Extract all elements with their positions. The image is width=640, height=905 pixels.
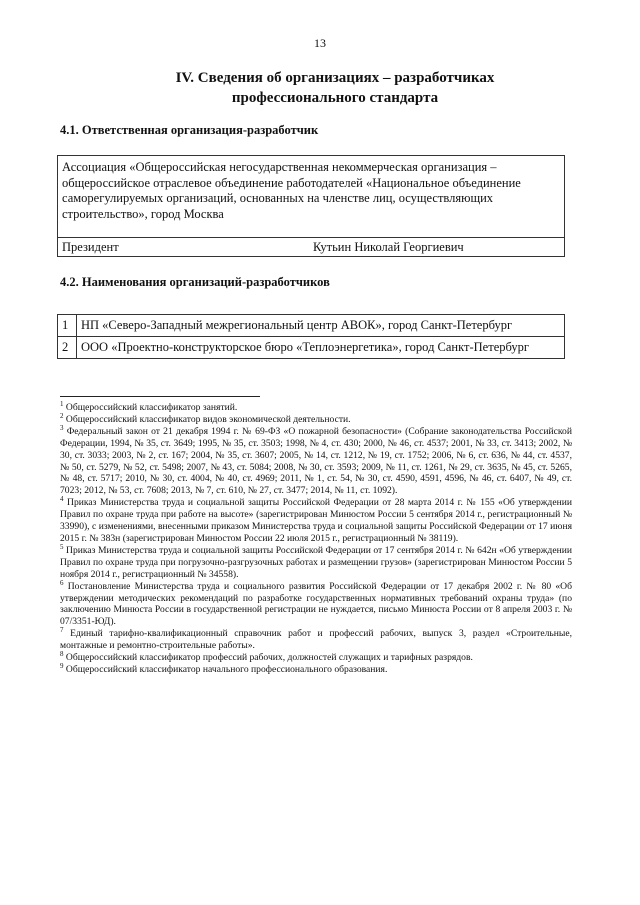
responsible-org-name: Ассоциация «Общероссийская негосударственная некоммерческая организация – общероссийское отраслевое объединение работодателей «Национальное объединение саморегулируемых организаций, основанных на членстве лиц, осуществляющих строительство», город Москва (62, 160, 521, 221)
footnote-mark: 3 (60, 423, 64, 432)
section-title-line1: IV. Сведения об организациях – разработчиках (175, 70, 495, 86)
footnote (60, 578, 572, 629)
footnote-mark: 2 (60, 411, 64, 420)
section-title (120, 68, 550, 108)
developer-orgs-table (57, 314, 565, 359)
table-row (58, 337, 565, 359)
footnote-text: Общероссийский классификатор профессий рабочих, должностей служащих и тарифных разрядов. (65, 652, 473, 664)
footnote-rule (60, 396, 260, 397)
footnote (60, 423, 572, 497)
footnote (60, 649, 572, 664)
section-title-line2: профессионального стандарта (231, 90, 439, 106)
responsible-org-person: Кутьин Николай Георгиевич (313, 240, 464, 254)
footnote-text: Общероссийский классификатор начального профессионального образования. (65, 663, 388, 675)
footnote (60, 628, 572, 652)
subheading-responsible-org: 4.1. Ответственная организация-разработчик (60, 123, 319, 137)
footnote-mark: 7 (60, 626, 64, 635)
row-org-name: НП «Северо-Западный межрегиональный центр АВОК», город Санкт-Петербург (77, 315, 565, 337)
footnote-mark: 4 (60, 495, 64, 504)
footnote (60, 399, 572, 414)
responsible-org-divider (58, 237, 564, 238)
footnote-mark: 5 (60, 542, 64, 551)
footnote-text: Приказ Министерства труда и социальной защиты Российской Федерации от 28 марта 2014 г. № 155 «Об утверждении Правил по охране труда при работе на высоте» (зарегистрирован Минюстом России 5 сентября 2014 г., регистрационный № 33990), с изменениями, внесенными приказом Министерства труда и социальной защиты Российской Федерации от 17 июня 2015 г. № 383н (зарегистрирован Минюстом России 22 июля 2015 г., регистрационный № 38119). (60, 497, 572, 544)
footnote-text: Общероссийский классификатор занятий. (65, 402, 238, 413)
footnote-mark: 6 (60, 578, 64, 587)
responsible-org-box (57, 155, 565, 257)
footnote (60, 497, 572, 545)
row-number: 2 (58, 337, 77, 359)
footnote-mark: 9 (60, 661, 64, 670)
footnote-text: Приказ Министерства труда и социальной защиты Российской Федерации от 17 сентября 2014 г. № 642н «Об утверждении Правил по охране труда при погрузочно-разгрузочных работах и размещении грузов» (зарегистрирован Минюстом России 5 ноября 2014 г., регистрационный № 34558). (60, 544, 572, 580)
row-org-name: ООО «Проектно-конструкторское бюро «Теплоэнергетика», город Санкт-Петербург (77, 337, 565, 359)
table-row (58, 315, 565, 337)
responsible-org-role: Президент (62, 240, 119, 254)
footnote-text: Федеральный закон от 21 декабря 1994 г. № 69-ФЗ «О пожарной безопасности» (Собрание законодательства Российской Федерации, 1994, № 35, ст. 3649; 1995, № 35, ст. 3503; 1998, № 4, ст. 430; 2000, № 46, ст. 4537; 2001, № 33, ст. 3413; 2002, № 30, ст. 3033; 2003, № 2, ст. 167; 2004, № 35, ст. 3607; 2005, № 14, ст. 1212, № 19, ст. 1752; 2006, № 6, ст. 636, № 44, ст. 4537, № 50, ст. 5279, № 52, ст. 5498; 2007, № 43, ст. 5084; 2008, № 30, ст. 3593; 2009, № 11, ст. 1261, № 29, ст. 3635, № 45, ст. 5265, № 48, ст. 5717; 2010, № 30, ст. 4004, № 40, ст. 4969; 2011, № 1, ст. 54, № 30, ст. 4590, 4591, 4596, № 46, ст. 6407, № 49, ст. 7023; 2012, № 53, ст. 7608; 2013, № 7, ст. 610, № 27, ст. 3477; 2014, № 11, ст. 1092). (60, 425, 572, 497)
footnotes (60, 399, 572, 676)
page-number: 13 (314, 36, 326, 50)
footnote-text: Общероссийский классификатор видов экономической деятельности. (65, 413, 351, 425)
footnote (60, 542, 572, 581)
footnote (60, 411, 572, 426)
footnote (60, 661, 572, 676)
row-number: 1 (58, 315, 77, 337)
subheading-developer-orgs: 4.2. Наименования организаций-разработчиков (60, 275, 330, 289)
footnote-mark: 1 (60, 399, 64, 408)
footnote-text: Единый тарифно-квалификационный справочник работ и профессий рабочих, выпуск 3, раздел «Строительные, монтажные и ремонтно-строительные работы». (60, 628, 572, 652)
footnote-mark: 8 (60, 649, 64, 658)
footnote-text: Постановление Министерства труда и социального развития Российской Федерации от 17 декабря 2002 г. № 80 «Об утверждении методических рекомендаций по разработке государственных нормативных требований охраны труда» (по заключению Минюста России в государственной регистрации не нуждается, письмо Минюста России от 8 апреля 2003 г. № 07/3351-ЮД). (60, 580, 572, 628)
